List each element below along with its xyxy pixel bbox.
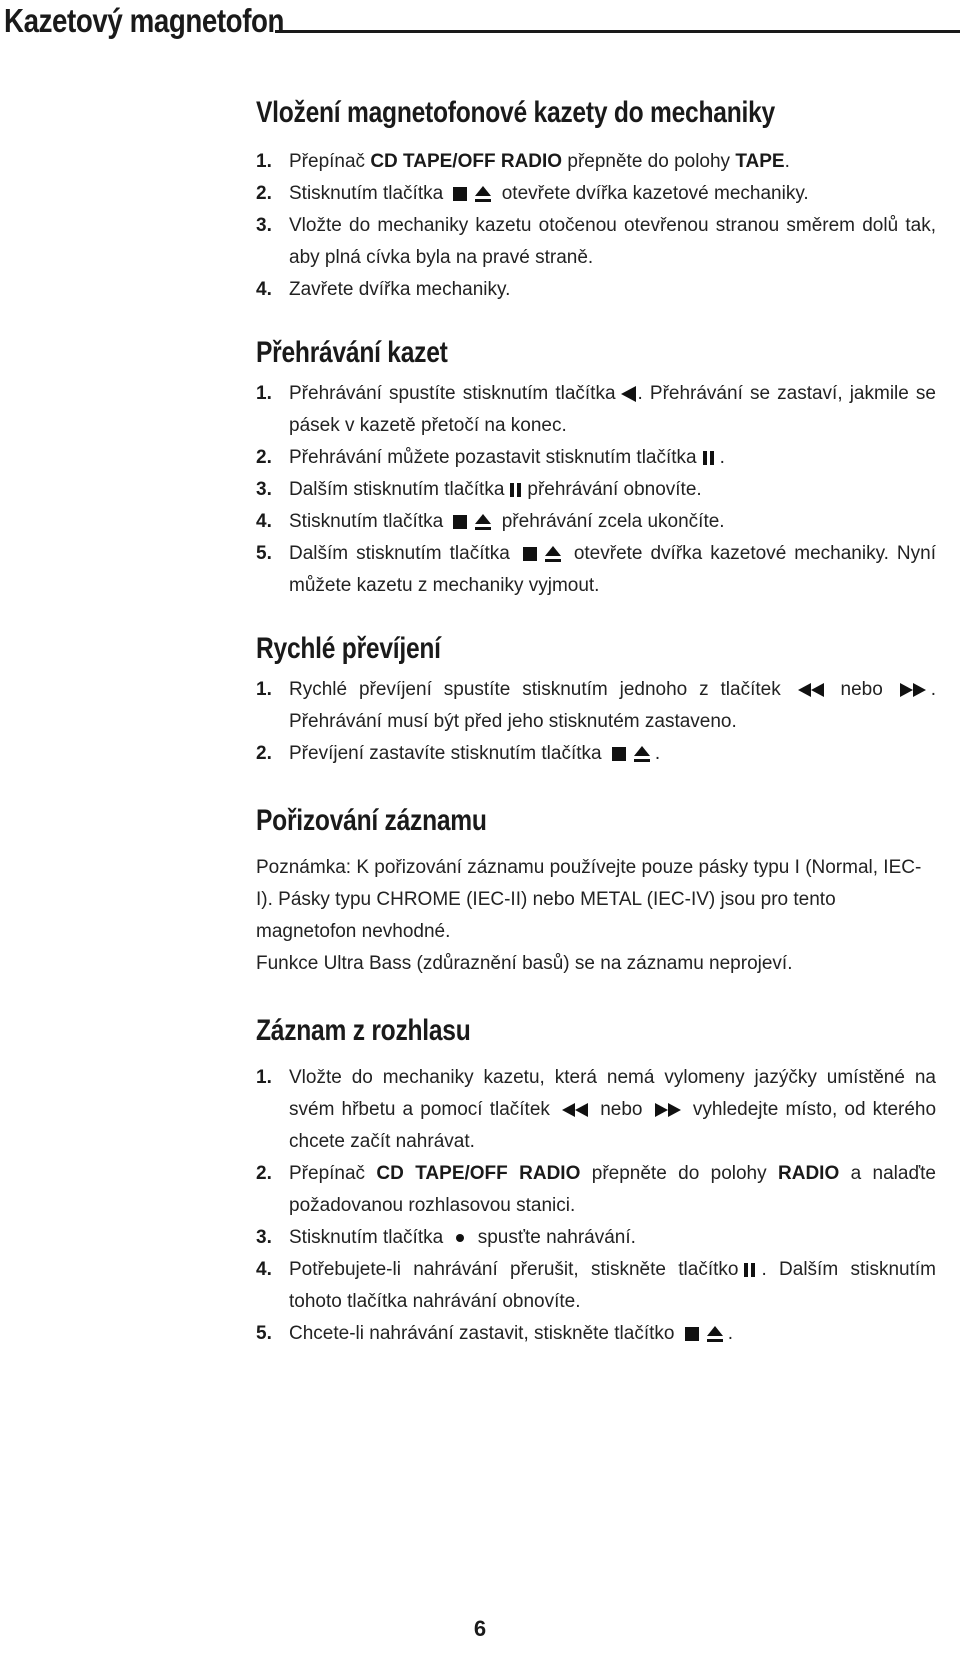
list-item — [256, 178, 936, 210]
list-item — [256, 274, 936, 306]
list-item — [256, 538, 936, 602]
list-item — [256, 146, 936, 178]
step-number: 5. — [256, 1323, 272, 1344]
step-text: . Dalším stisknutím tohoto tlačítka nahrávání obnovíte. — [289, 1259, 936, 1312]
position-label: RADIO — [778, 1163, 840, 1184]
position-label: TAPE — [735, 151, 785, 172]
rewind-icon — [562, 1103, 588, 1117]
fast-forward-icon — [655, 1103, 681, 1117]
step-text: otevřete dvířka kazetové mechaniky. Nyní můžete kazetu z mechaniky vyjmout. — [289, 543, 937, 596]
section-fast-wind — [256, 632, 936, 770]
step-number: 3. — [256, 479, 272, 500]
list-item — [256, 474, 936, 506]
eject-icon — [634, 746, 650, 762]
step-text: přepněte do polohy — [580, 1163, 778, 1184]
step-number: 4. — [256, 279, 272, 300]
step-text: Stisknutím tlačítka — [289, 511, 444, 532]
list-item — [256, 210, 936, 274]
step-text: . — [654, 743, 661, 764]
list-item — [256, 378, 936, 442]
step-number: 2. — [256, 1163, 272, 1184]
step-number: 2. — [256, 447, 272, 468]
page-header — [0, 0, 960, 50]
step-text: Přepínač — [289, 1163, 377, 1184]
section-title: Rychlé převíjení — [256, 632, 441, 665]
step-list — [256, 146, 936, 306]
step-text: Dalším stisknutím tlačítka — [289, 479, 505, 500]
bass-note: Funkce Ultra Bass (zdůraznění basů) se na záznamu neprojeví. — [256, 953, 793, 974]
step-text: Potřebujete-li nahrávání přerušit, stiskněte tlačítko — [289, 1259, 739, 1280]
eject-icon — [707, 1326, 723, 1342]
list-item — [256, 1318, 936, 1350]
step-list — [256, 378, 936, 602]
step-text: nebo — [600, 1099, 643, 1120]
step-list — [256, 1062, 936, 1350]
step-text: Zavřete dvířka mechaniky. — [289, 279, 511, 300]
step-text: přehrávání zcela ukončíte. — [501, 511, 725, 532]
step-number: 1. — [256, 679, 272, 700]
section-title: Přehrávání kazet — [256, 336, 448, 369]
step-text: nebo — [840, 679, 883, 700]
eject-icon — [475, 514, 491, 530]
step-text: Převíjení zastavíte stisknutím tlačítka — [289, 743, 602, 764]
header-rule — [275, 30, 960, 33]
step-number: 4. — [256, 511, 272, 532]
step-text: Dalším stisknutím tlačítka — [289, 543, 510, 564]
step-number: 5. — [256, 543, 272, 564]
section-recording — [256, 804, 936, 980]
section-insert-cassette — [256, 96, 936, 306]
step-text: a nalaďte požadovanou rozhlasovou stanici. — [289, 1163, 936, 1216]
step-text: vyhledejte místo, od kterého chcete začít nahrávat. — [289, 1099, 937, 1152]
step-text: Chcete-li nahrávání zastavit, stiskněte tlačítko — [289, 1323, 675, 1344]
step-text: Rychlé převíjení spustíte stisknutím jednoho z tlačítek — [289, 679, 781, 700]
step-text: . Přehrávání se zastaví, jakmile se pásek v kazetě přetočí na konec. — [289, 383, 936, 436]
step-number: 1. — [256, 151, 272, 172]
list-item — [256, 1062, 936, 1158]
stop-icon — [453, 187, 467, 201]
step-text: přehrávání obnovíte. — [527, 479, 702, 500]
page-number: 6 — [473, 1616, 487, 1641]
play-icon — [621, 386, 636, 402]
step-number: 3. — [256, 215, 272, 236]
section-radio-recording — [256, 1014, 936, 1350]
switch-label: CD TAPE/OFF RADIO — [370, 151, 563, 172]
list-item — [256, 1222, 936, 1254]
step-text: přepněte do polohy — [562, 151, 736, 172]
step-text: otevřete dvířka kazetové mechaniky. — [501, 183, 809, 204]
section-title: Záznam z rozhlasu — [256, 1014, 471, 1047]
step-text: . Přehrávání musí být před jeho stisknutém zastaveno. — [289, 679, 937, 732]
step-text: Stisknutím tlačítka — [289, 1227, 444, 1248]
pause-icon — [509, 483, 522, 497]
list-item — [256, 506, 936, 538]
stop-icon — [685, 1327, 699, 1341]
step-text: Vložte do mechaniky kazetu otočenou otevřenou stranou směrem dolů tak, aby plná cívka byla na pravé straně. — [289, 215, 936, 268]
step-number: 1. — [256, 1067, 272, 1088]
list-item — [256, 442, 936, 474]
step-text: Přehrávání spustíte stisknutím tlačítka — [289, 383, 616, 404]
section-playback — [256, 336, 936, 602]
stop-icon — [612, 747, 626, 761]
step-text: . — [784, 151, 790, 172]
eject-icon — [545, 546, 561, 562]
stop-icon — [453, 515, 467, 529]
section-title: Vložení magnetofonové kazety do mechaniky — [256, 96, 775, 129]
section-title: Pořizování záznamu — [256, 804, 487, 837]
page-title: Kazetový magnetofon — [4, 2, 285, 39]
list-item — [256, 1254, 936, 1318]
manual-content — [256, 96, 936, 1350]
step-list — [256, 674, 936, 770]
fast-forward-icon — [900, 683, 926, 697]
recording-note: Poznámka: K pořizování záznamu používejte pouze pásky typu I (Normal, IEC-I). Pásky typu CHROME (IEC-II) nebo METAL (IEC-IV) jsou pro tento magnetofon nevhodné. — [256, 857, 922, 942]
step-number: 1. — [256, 383, 272, 404]
eject-icon — [475, 186, 491, 202]
step-text: Stisknutím tlačítka — [289, 183, 444, 204]
step-text: . — [719, 447, 725, 468]
step-text: . — [727, 1323, 734, 1344]
step-number: 2. — [256, 183, 272, 204]
switch-label: CD TAPE/OFF RADIO — [376, 1163, 581, 1184]
step-number: 2. — [256, 743, 272, 764]
step-text: Vložte do mechaniky kazetu, která nemá vylomeny jazýčky umístěné na svém hřbetu a pomocí tlačítek — [289, 1067, 936, 1120]
pause-icon — [743, 1263, 756, 1277]
rewind-icon — [798, 683, 824, 697]
record-icon — [456, 1234, 464, 1242]
stop-icon — [523, 547, 537, 561]
list-item — [256, 1158, 936, 1222]
list-item — [256, 674, 936, 738]
step-number: 4. — [256, 1259, 272, 1280]
list-item — [256, 738, 936, 770]
pause-icon — [702, 451, 715, 465]
step-number: 3. — [256, 1227, 272, 1248]
step-text: spusťte nahrávání. — [477, 1227, 636, 1248]
step-text: Přepínač — [289, 151, 371, 172]
step-text: Přehrávání můžete pozastavit stisknutím tlačítka — [289, 447, 697, 468]
